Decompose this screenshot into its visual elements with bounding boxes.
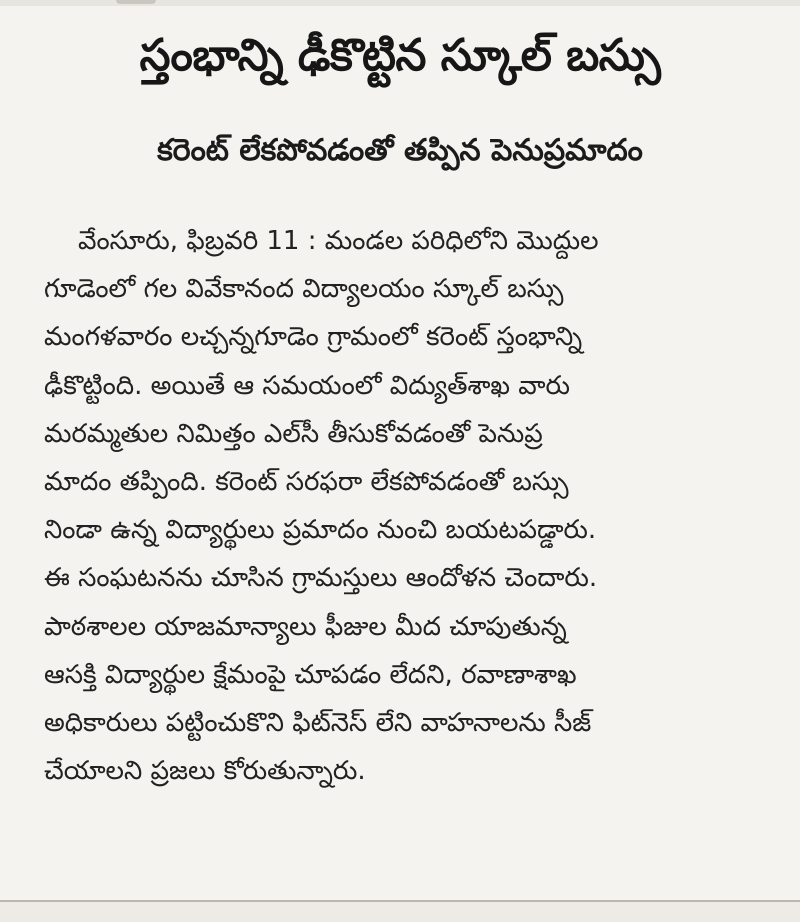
body-line: మరమ్మతుల నిమిత్తం ఎల్‌సీ తీసుకోవడంతో పెనుప్ర [44,418,543,449]
body-line: ఢీకొట్టింది. అయితే ఆ సమయంలో విద్యుత్‌శాఖ వారు [44,370,570,401]
body-line: మంగళవారం లచ్చన్నగూడెం గ్రామంలో కరెంట్ స్తంభాన్ని [44,322,583,353]
article-headline: స్తంభాన్ని ఢీకొట్టిన స్కూల్ బస్సు [139,30,661,81]
body-line: మాదం తప్పింది. కరెంట్ సరఫరా లేకపోవడంతో బస్సు [44,466,569,497]
article-subheadline: కరెంట్ లేకపోవడంతో తప్పిన పెనుప్రమాదం [157,133,643,168]
body-line: నిండా ఉన్న విద్యార్థులు ప్రమాదం నుంచి బయటపడ్డారు. [44,515,597,546]
bottom-margin [0,902,800,922]
top-edge-mark [116,0,156,4]
body-line: ఆసక్తి విద్యార్థుల క్షేమంపై చూపడం లేదని, రవాణాశాఖ [44,659,577,690]
article-body [0,217,800,877]
body-line: పాఠశాలల యాజమాన్యాలు ఫీజుల మీద చూపుతున్న [44,611,567,642]
body-line: ఈ సంఘటనను చూసిన గ్రామస్తులు ఆందోళన చెందారు. [44,563,598,594]
body-line: చేయాలని ప్రజలు కోరుతున్నారు. [44,756,366,787]
body-line: వేంసూరు, ఫిబ్రవరి 11 : మండల పరిధిలోని మొద్దుల [78,226,599,256]
body-line: అధికారులు పట్టించుకొని ఫిట్‌నెస్ లేని వాహనాలను సీజ్ [44,707,592,738]
body-line: గూడెంలో గల వివేకానంద విద్యాలయం స్కూల్ బస్సు [44,274,564,305]
